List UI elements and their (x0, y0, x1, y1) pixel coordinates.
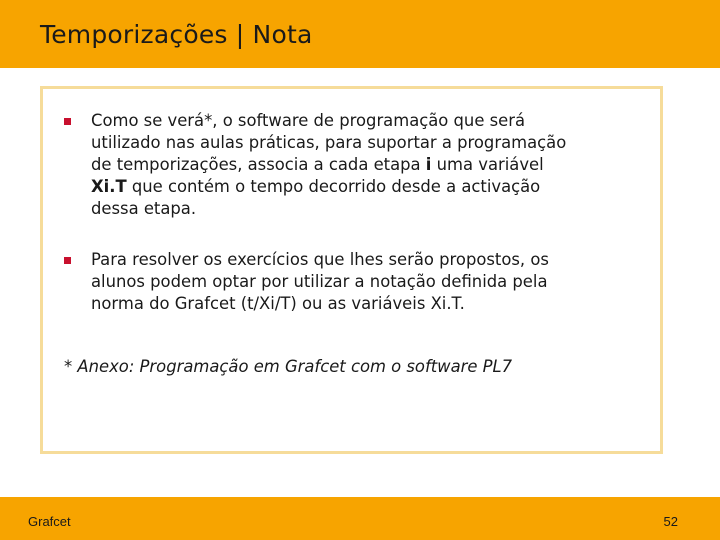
content-box (40, 86, 663, 454)
footer-course-label: Grafcet (28, 514, 71, 529)
annex-note: * Anexo: Programação em Grafcet com o software PL7 (64, 357, 513, 376)
bullet-square-icon (64, 118, 71, 125)
bullet-line: de temporizações, associa a cada etapa i uma variável (91, 155, 544, 174)
bullet-line: norma do Grafcet (t/Xi/T) ou as variáveis Xi.T. (91, 294, 465, 313)
bullet-item (91, 110, 566, 220)
bullet-line: Como se verá*, o software de programação que será (91, 111, 526, 130)
page-number: 52 (663, 514, 678, 529)
step-variable: i (425, 155, 432, 174)
bullet-line: dessa etapa. (91, 199, 197, 218)
bullet-square-icon (64, 257, 71, 264)
bullet-item (91, 249, 549, 315)
slide-title: Temporizações | Nota (40, 20, 313, 49)
bullet-line: alunos podem optar por utilizar a notação definida pela (91, 272, 548, 291)
bullet-line: Xi.T que contém o tempo decorrido desde a activação (91, 177, 541, 196)
timer-variable: Xi.T (91, 177, 127, 196)
footer-bar (0, 497, 720, 540)
title-bar (0, 0, 720, 68)
bullet-line: utilizado nas aulas práticas, para suportar a programação (91, 133, 567, 152)
bullet-line: Para resolver os exercícios que lhes serão propostos, os (91, 250, 549, 269)
